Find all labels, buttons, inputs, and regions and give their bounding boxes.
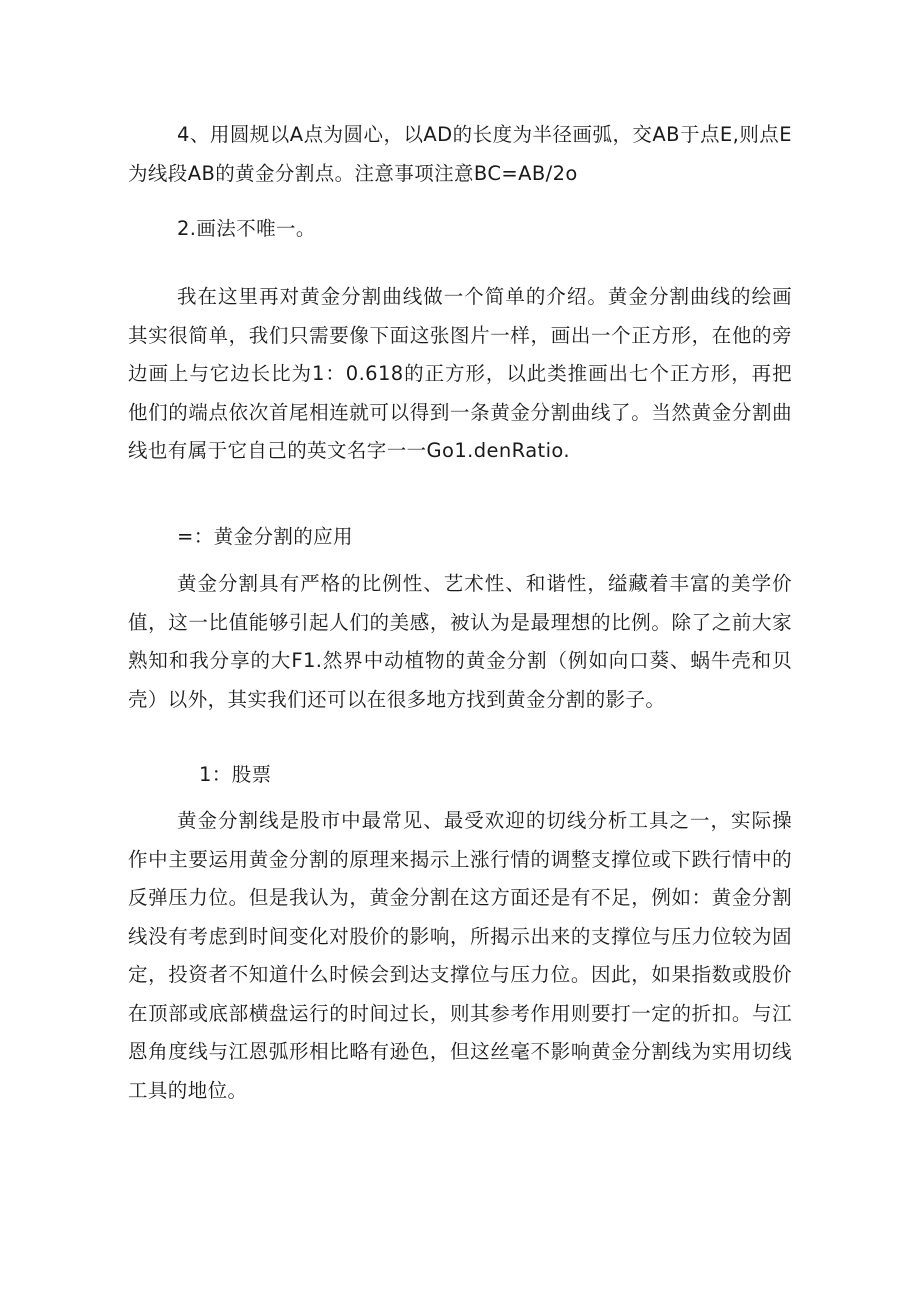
- note-drawing-not-unique: 2.画法不唯一。: [177, 217, 316, 240]
- section-heading-applications: =：黄金分割的应用: [177, 525, 353, 548]
- paragraph-applications: 黄金分割具有严格的比例性、艺术性、和谐性，缢藏着丰富的美学价值，这一比值能够引起人们的美感，被认为是最理想的比例。除了之前大家熟知和我分享的大F1.然界中动植物的黄金分割（例如向口葵、蜗牛壳和贝壳）以外，其实我们还可以在很多地方找到黄金分割的影子。: [128, 572, 792, 711]
- paragraph-stock: 黄金分割线是股市中最常见、最受欢迎的切线分析工具之一，实际操作中主要运用黄金分割的原理来揭示上涨行情的调整支撑位或下跌行情中的反弹压力位。但是我认为，黄金分割在这方面还是有不足，例如：黄金分割线没有考虑到时间变化对股价的影响，所揭示出来的支撑位与压力位较为固定，投资者不知道什么时候会到达支撑位与压力位。因此，如果指数或股价在顶部或底部横盘运行的时间过长，则其参考作用则要打一定的折扣。与江恩角度线与江恩弧形相比略有逊色，但这丝毫不影响黄金分割线为实用切线工具的地位。: [128, 809, 792, 1102]
- paragraph-golden-curve: 我在这里再对黄金分割曲线做一个简单的介绍。黄金分割曲线的绘画其实很简单，我们只需要像下面这张图片一样，画出一个正方形，在他的旁边画上与它边长比为1：0.618的正方形，以此类推画出七个正方形，再把他们的端点依次首尾相连就可以得到一条黄金分割曲线了。当然黄金分割曲线也有属于它自己的英文名字一一Go1.denRatio.: [128, 285, 792, 462]
- paragraph-step4: 4、用圆规以A点为圆心，以AD的长度为半径画弧，交AB于点E,则点E为线段AB的黄金分割点。注意事项注意BC=AB/2o: [128, 123, 792, 185]
- subheading-stock: 1：股票: [199, 763, 272, 786]
